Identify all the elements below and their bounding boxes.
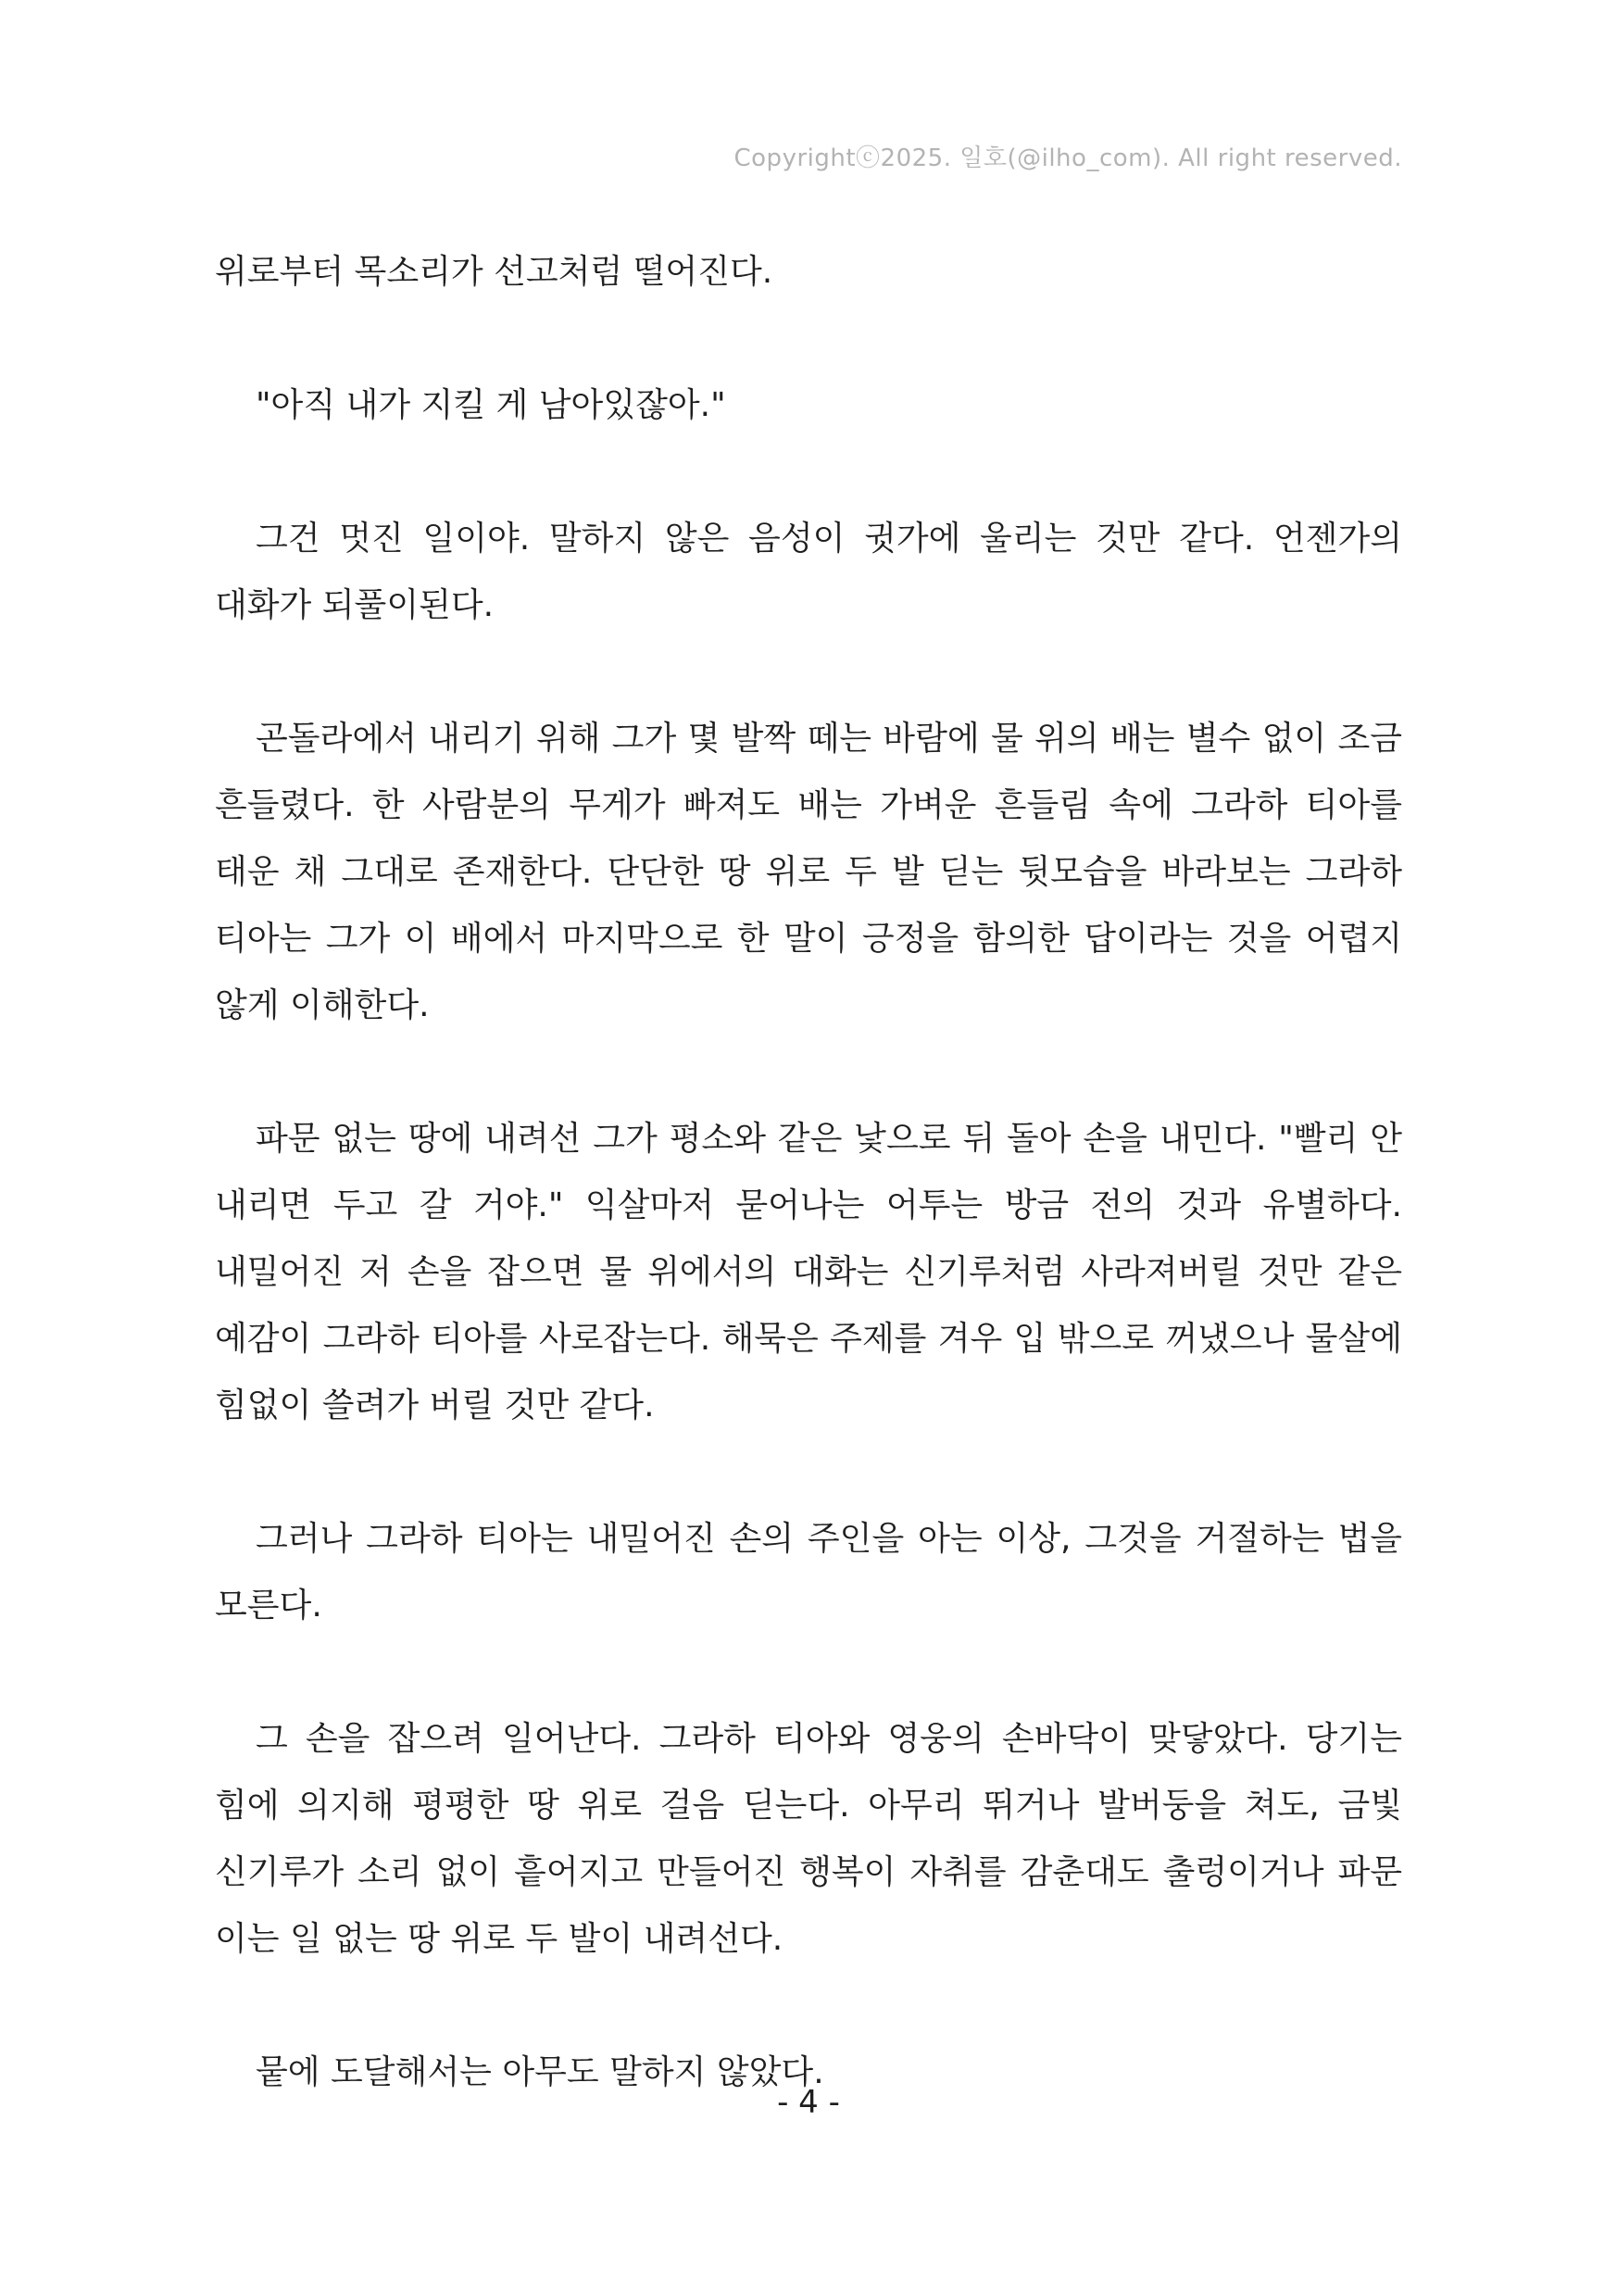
paragraph: 그러나 그라하 티아는 내밀어진 손의 주인을 아는 이상, 그것을 거절하는 법을 모른다. [215, 1520, 1402, 1625]
story-body [215, 239, 1402, 2173]
copyright-notice: Copyrightⓒ2025. 일호(@ilho_com). All right reserved. [733, 144, 1402, 172]
paragraph: 그 손을 잡으려 일어난다. 그라하 티아와 영웅의 손바닥이 맞닿았다. 당기는 힘에 의지해 평평한 땅 위로 걸음 딛는다. 아무리 뛰거나 발버둥을 쳐도, 금빛 신기루가 소리 없이 흩어지고 만들어진 행복이 자취를 감춘대도 출렁이거나 파문 이는 일 없는 땅 위로 두 발이 내려선다. [215, 1720, 1402, 1958]
paragraph: "아직 내가 지킬 게 남아있잖아." [256, 386, 726, 424]
paragraph: 그건 멋진 일이야. 말하지 않은 음성이 귓가에 울리는 것만 같다. 언젠가의 대화가 되풀이된다. [215, 520, 1402, 624]
paragraph: 뭍에 도달해서는 아무도 말하지 않았다. [256, 2053, 824, 2091]
page-number: - 4 - [777, 2084, 840, 2121]
paragraph: 위로부터 목소리가 선고처럼 떨어진다. [215, 253, 773, 291]
paragraph: 곤돌라에서 내리기 위해 그가 몇 발짝 떼는 바람에 물 위의 배는 별수 없이 조금 흔들렸다. 한 사람분의 무게가 빠져도 배는 가벼운 흔들림 속에 그라하 티아를 태운 채 그대로 존재한다. 단단한 땅 위로 두 발 딛는 뒷모습을 바라보는 그라하 티아는 그가 이 배에서 마지막으로 한 말이 긍정을 함의한 답이라는 것을 어렵지 않게 이해한다. [215, 720, 1402, 1024]
paragraph: 파문 없는 땅에 내려선 그가 평소와 같은 낯으로 뒤 돌아 손을 내민다. "빨리 안 내리면 두고 갈 거야." 익살마저 묻어나는 어투는 방금 전의 것과 유별하다. 내밀어진 저 손을 잡으면 물 위에서의 대화는 신기루처럼 사라져버릴 것만 같은 예감이 그라하 티아를 사로잡는다. 해묵은 주제를 겨우 입 밖으로 꺼냈으나 물살에 힘없이 쓸려가 버릴 것만 같다. [215, 1120, 1402, 1424]
